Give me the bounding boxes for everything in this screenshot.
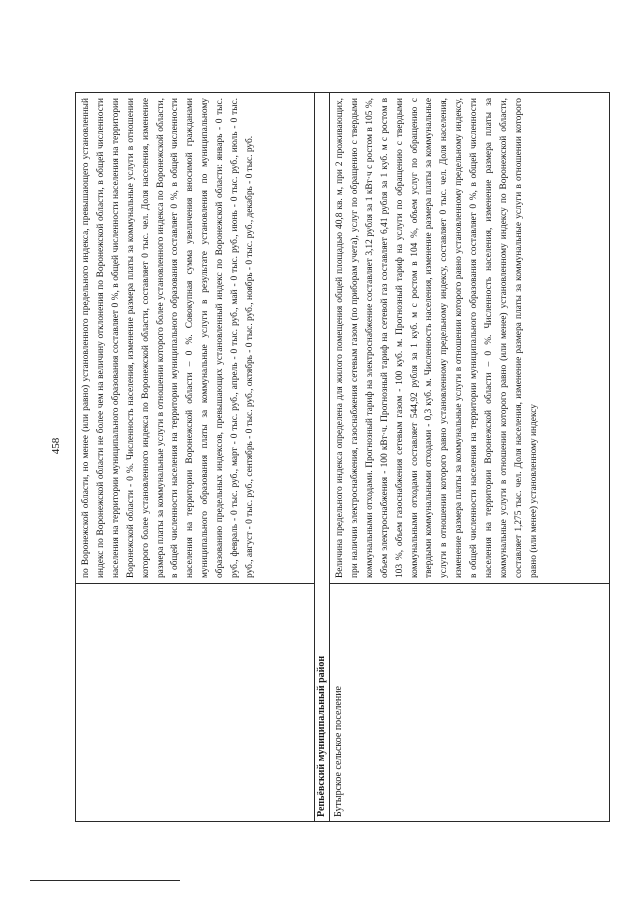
page-number: 458 (50, 437, 62, 455)
table-section-row (314, 93, 330, 821)
rotated-page-content (75, 92, 610, 822)
table-row (76, 93, 315, 821)
table-cell-municipality (76, 583, 314, 821)
footnote-rule (30, 880, 180, 881)
tariff-table (75, 92, 610, 822)
table-cell-description: по Воронежской области, но менее (или равно) установленного предельного индекса, превышающего установленный индекс по Воронежской области не более чем на величину отклонения по Воронежской области, в общей численности населения на территории муниципального образования составляет 0 %, в общей численности населения на территории Воронежской области - 0 %. Численность населения, изменение размера платы за коммунальные услуги в отношении которого более установленного индекса по Воронежской области, составляет 0 тыс. чел. Доля населения, изменение размера платы за коммунальные услуги в отношении которого более установленного индекса по Воронежской области, в общей численности населения на территории муниципального образования составляет 0 %, в общей численности населения на территории Воронежской области – 0 %. Совокупная сумма увеличения вносимой гражданами муниципального образования платы за коммунальные услуги в результате установления по муниципальному образованию предельных индексов, превышающих установленный индекс по Воронежской области: январь - 0 тыс. руб., февраль - 0 тыс. руб., март - 0 тыс. руб., апрель - 0 тыс. руб., май - 0 тыс. руб., июнь - 0 тыс. руб., июль - 0 тыс. руб., август - 0 тыс. руб., сентябрь - 0 тыс. руб., октябрь - 0 тыс. руб., ноябрь - 0 тыс. руб., декабрь - 0 тыс. руб. (81, 98, 255, 578)
table-cell-description: Величина предельного индекса определена для жилого помещения общей площадью 40,8 кв. м, при 2 проживающих, при наличии электроснабжения, газоснабжения сетевым газом (по приборам учета), услуг по обращению с твердыми коммунальными отходами. Прогнозный тариф на электроснабжение составляет 3,12 рубля за 1 кВт·ч с ростом в 105 %, объем электроснабжения - 100 кВт·ч. Прогнозный тариф на сетевой газ составляет 6,41 рубля за 1 куб. м с ростом в 103 %, объем газоснабжения сетевым газом - 100 куб. м. Прогнозный тариф на услуги по обращению с твердыми коммунальными отходами составляет 544,92 рубля за 1 куб. м с ростом в 104 %, объем услуг по обращению с твердыми коммунальными отходами - 0,3 куб. м. Численность населения, изменение размера платы за коммунальные услуги в отношении которого равно установленному предельному индексу, составляет 0 тыс. чел. Доля населения, изменение размера платы за коммунальные услуги в отношении которого равно установленному предельному индексу, в общей численности населения на территории муниципального образования составляет 0 %, в общей численности населения на территории Воронежской области – 0 %. Численность населения, изменение размера платы за коммунальные услуги в отношении которого равно (или менее) установленному индексу по Воронежской области, составляет 1,275 тыс. чел. Доля населения, изменение размера платы за коммунальные услуги в отношении которого равно (или менее) установленному индексу (335, 98, 539, 578)
section-title: Репьёвский муниципальный район (316, 655, 327, 817)
table-row (330, 93, 609, 821)
table-cell-municipality: Бутырское сельское поселение (330, 583, 609, 821)
